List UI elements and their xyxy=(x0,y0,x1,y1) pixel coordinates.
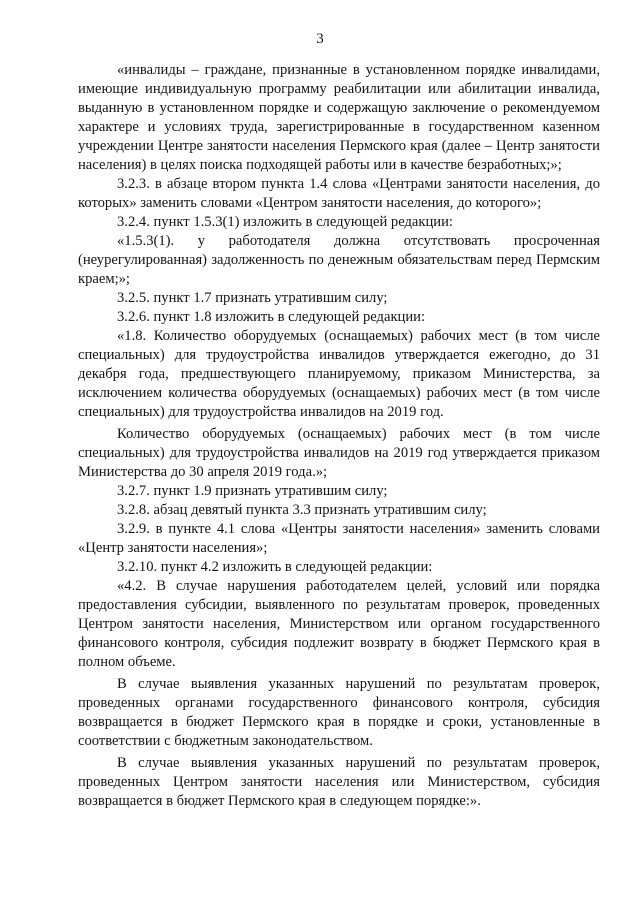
paragraph-1-8: «1.8. Количество оборудуемых (оснащаемых) рабочих мест (в том числе специальных) для трудоустройства инвалидов утверждается ежегодно, до 31 декабря года, предшествующего планируемому, приказом Министерства, за исключением количества оборудуемых (оснащаемых) рабочих мест (в том числе специальных) для трудоустройства инвалидов на 2019 год. xyxy=(78,328,600,420)
paragraph-3-2-5: 3.2.5. пункт 1.7 признать утратившим силу; xyxy=(117,290,388,306)
paragraph-3-2-3: 3.2.3. в абзаце втором пункта 1.4 слова «Центрами занятости населения, до которых» заменить словами «Центром занятости населения, до которого»; xyxy=(78,176,600,211)
paragraph-4-2-third: В случае выявления указанных нарушений по результатам проверок, проведенных Центром занятости населения или Министерством, субсидия возвращается в бюджет Пермского края в следующем порядке:». xyxy=(78,755,600,809)
paragraph-1-8-second: Количество оборудуемых (оснащаемых) рабочих мест (в том числе специальных) для трудоустройства инвалидов на 2019 год утверждается приказом Министерства до 30 апреля 2019 года.»; xyxy=(78,426,600,480)
paragraph-3-2-7: 3.2.7. пункт 1.9 признать утратившим силу; xyxy=(117,483,388,499)
paragraph-3-2-10: 3.2.10. пункт 4.2 изложить в следующей редакции: xyxy=(117,559,433,575)
page-number: 3 xyxy=(316,31,324,47)
paragraph-disabled-definition: «инвалиды – граждане, признанные в установленном порядке инвалидами, имеющие индивидуальную программу реабилитации или абилитации инвалида, выданную в установленном порядке и содержащую заключение о рекомендуемом характере и условиях труда, зарегистрированные в государственном казенном учреждении Центре занятости населения Пермского края (далее – Центр занятости населения) в целях поиска подходящей работы или в качестве безработных;»; xyxy=(78,62,600,173)
paragraph-4-2: «4.2. В случае нарушения работодателем целей, условий или порядка предоставления субсидии, выявленного по результатам проверок, проведенных Центром занятости населения, Министерством или органом государственного финансового контроля, субсидия подлежит возврату в бюджет Пермского края в полном объеме. xyxy=(78,578,600,670)
document-body xyxy=(78,61,600,811)
paragraph-3-2-6: 3.2.6. пункт 1.8 изложить в следующей редакции: xyxy=(117,309,426,325)
paragraph-4-2-second: В случае выявления указанных нарушений по результатам проверок, проведенных органами государственного финансового контроля, субсидия возвращается в бюджет Пермского края в порядке и сроки, установленные в соответствии с бюджетным законодательством. xyxy=(78,676,600,749)
paragraph-3-2-9: 3.2.9. в пункте 4.1 слова «Центры занятости населения» заменить словами «Центр занятости населения»; xyxy=(78,521,600,556)
paragraph-1-5-3-1: «1.5.3(1). у работодателя должна отсутствовать просроченная (неурегулированная) задолженность по денежным обязательствам перед Пермским краем;»; xyxy=(78,233,600,287)
paragraph-3-2-4: 3.2.4. пункт 1.5.3(1) изложить в следующей редакции: xyxy=(117,214,453,230)
paragraph-3-2-8: 3.2.8. абзац девятый пункта 3.3 признать утратившим силу; xyxy=(117,502,487,518)
